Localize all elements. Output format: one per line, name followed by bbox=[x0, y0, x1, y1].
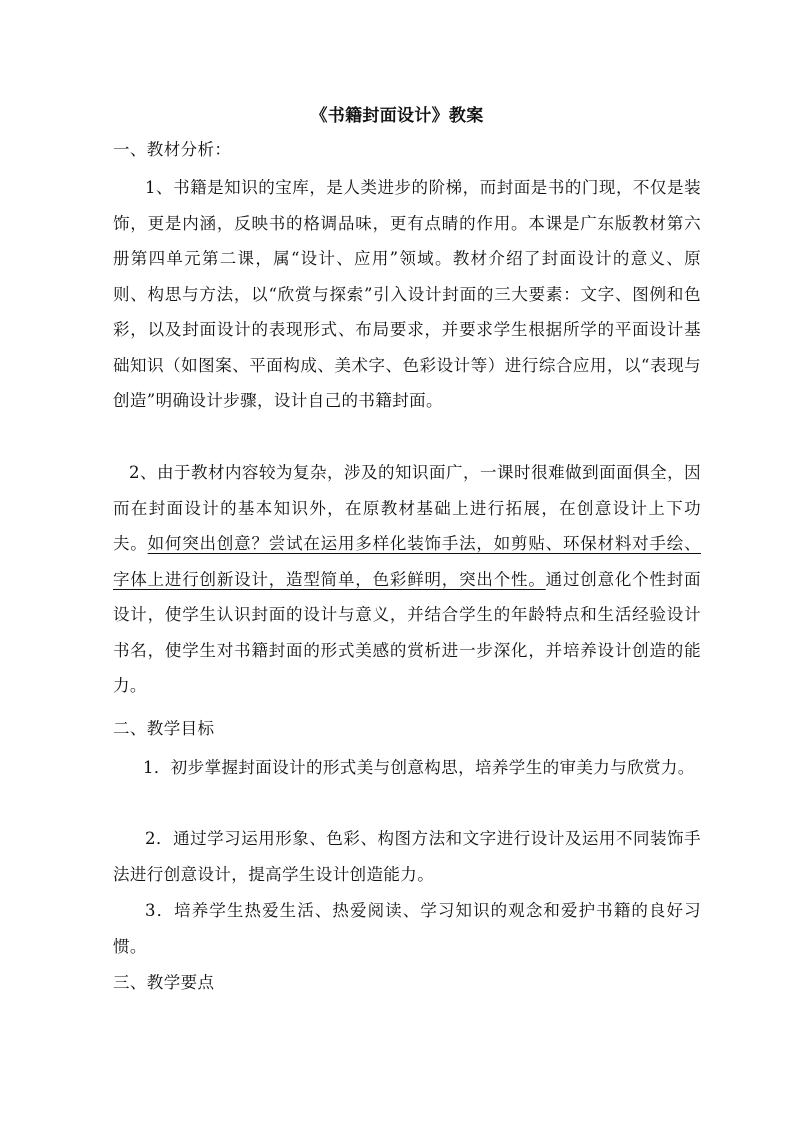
goal-item-3: 3．培养学生热爱生活、热爱阅读、学习知识的观念和爱护书籍的良好习惯。 bbox=[113, 901, 701, 956]
goal-item-2: 2．通过学习运用形象、色彩、构图方法和文字进行设计及运用不同装饰手法进行创意设计，提高学生设计创造能力。 bbox=[113, 829, 701, 884]
paragraph-2-text-b: 通过创意化个性封面设计，使学生认识封面的设计与意义，并结合学生的年龄特点和生活经验设计书名，使学生对书籍封面的形式美感的赏析进一步深化，并培养设计创造的能力。 bbox=[113, 569, 702, 695]
document-title: 《书籍封面设计》教案 bbox=[310, 106, 484, 126]
paragraph-2-underlined-text: 如何突出创意？尝试在运用多样化装饰手法，如剪贴、环保材料对手绘、字体上进行创新设计，造型简单，色彩鲜明，突出个性。 bbox=[113, 534, 701, 589]
paragraph-2-text-a: 2、由于教材内容较为复杂，涉及的知识面广，一课时很难做到面面俱全，因而在封面设计的基本知识外，在原教材基础上进行拓展，在创意设计上下功夫。 bbox=[113, 463, 701, 553]
section-heading-teaching-goals: 二、教学目标 bbox=[113, 719, 215, 738]
paragraph-textbook-analysis-1: 1、书籍是知识的宝库，是人类进步的阶梯，而封面是书的门现，不仅是装饰，更是内涵，反映书的格调品味，更有点睛的作用。本课是广东版教材第六册第四单元第二课，属“设计、应用”领域。教材介绍了封面设计的意义、原则、构思与方法，以“欣赏与探索”引入设计封面的三大要素：文字、图例和色彩，以及封面设计的表现形式、布局要求，并要求学生根据所学的平面设计基础知识（如图案、平面构成、美术字、色彩设计等）进行综合应用，以“表现与创造”明确设计步骤，设计自己的书籍封面。 bbox=[113, 178, 701, 410]
section-heading-textbook-analysis: 一、教材分析： bbox=[113, 140, 232, 159]
paragraph-textbook-analysis-2 bbox=[113, 455, 701, 704]
section-heading-teaching-points: 三、教学要点 bbox=[113, 973, 215, 992]
goal-item-1: 1．初步掌握封面设计的形式美与创意构思，培养学生的审美力与欣赏力。 bbox=[143, 758, 695, 777]
